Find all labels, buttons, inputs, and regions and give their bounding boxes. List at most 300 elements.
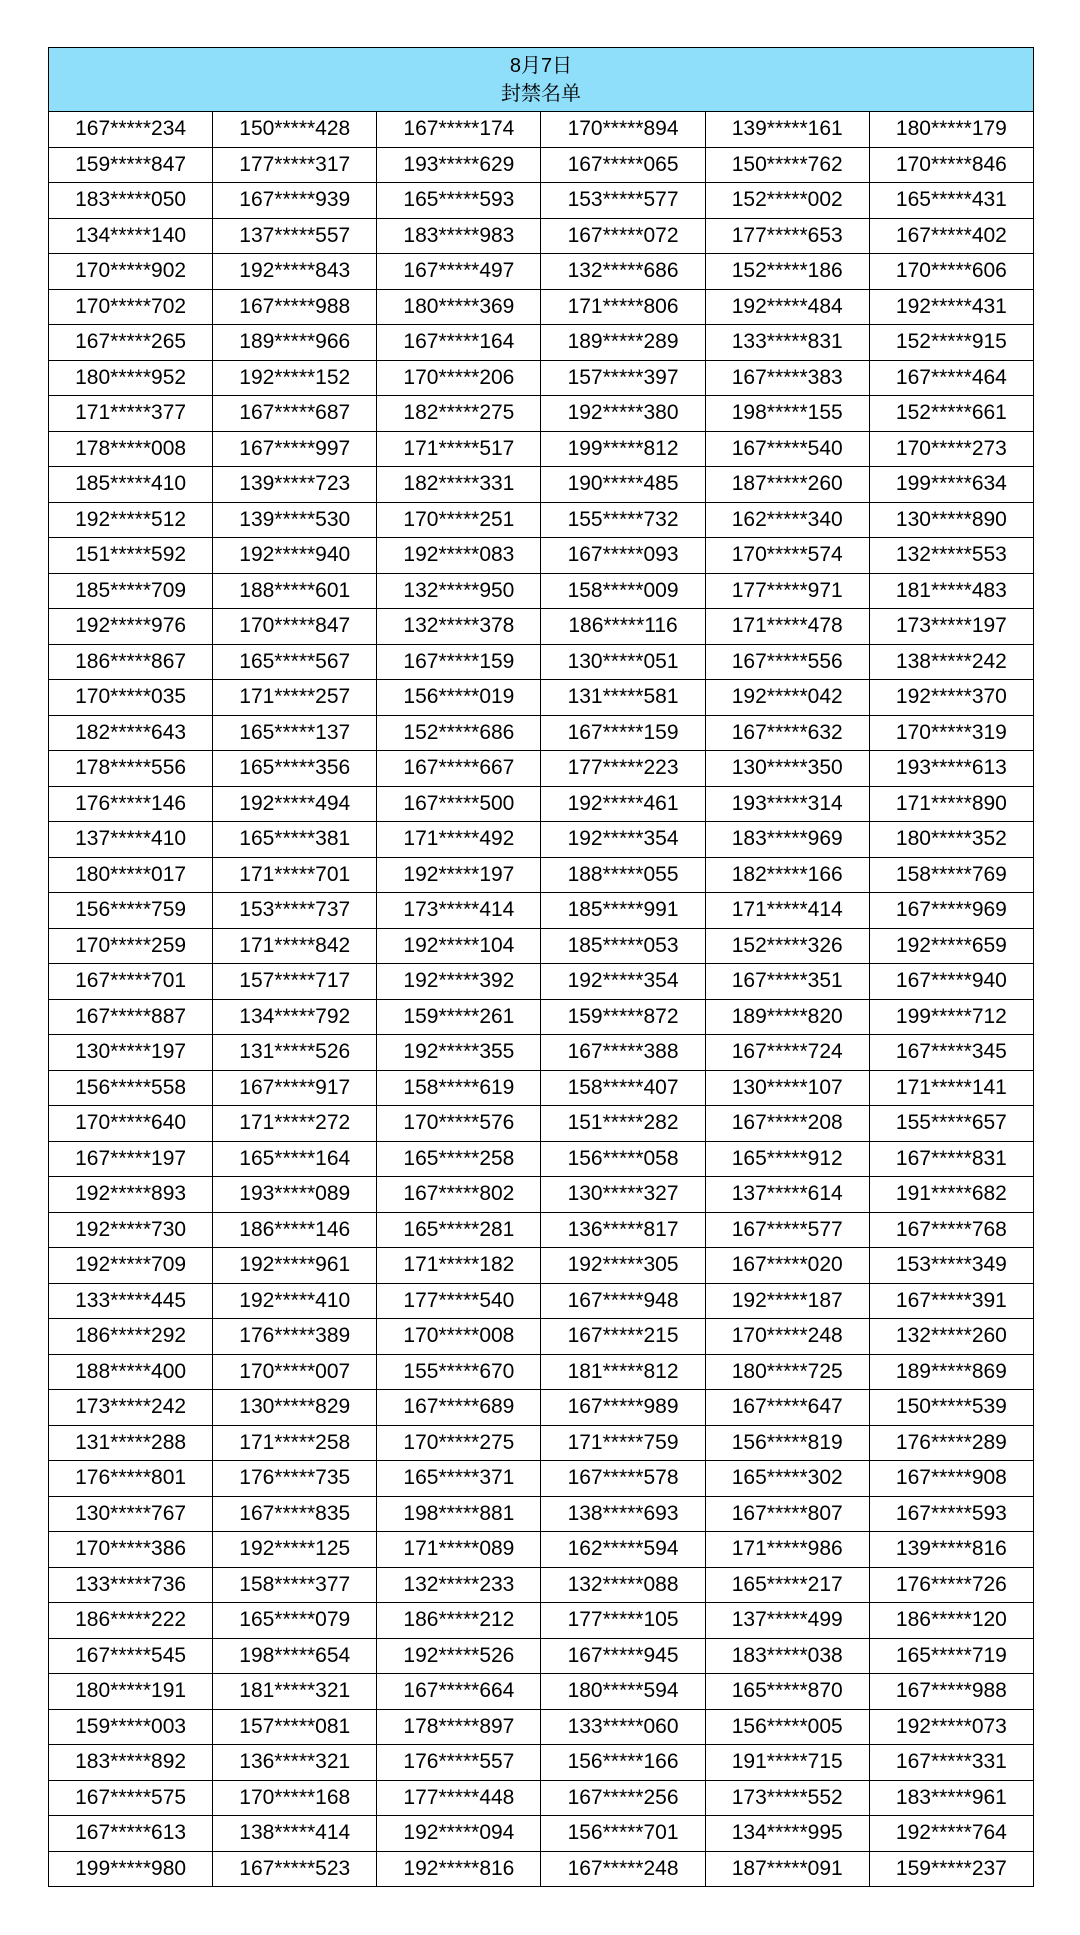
phone-cell: 170*****606 [869,254,1033,290]
phone-cell: 167*****632 [705,715,869,751]
phone-cell: 170*****008 [377,1319,541,1355]
table-row [49,1354,1034,1390]
phone-cell: 171*****414 [705,893,869,929]
table-row [49,218,1034,254]
phone-cell: 192*****354 [541,822,705,858]
phone-cell: 170*****275 [377,1425,541,1461]
phone-cell: 176*****146 [49,786,213,822]
phone-cell: 156*****558 [49,1070,213,1106]
phone-cell: 187*****091 [705,1851,869,1887]
phone-cell: 132*****553 [869,538,1033,574]
phone-cell: 181*****483 [869,573,1033,609]
phone-cell: 156*****701 [541,1816,705,1852]
phone-cell: 167*****578 [541,1461,705,1497]
table-row [49,1035,1034,1071]
phone-cell: 171*****806 [541,289,705,325]
phone-cell: 192*****042 [705,680,869,716]
phone-cell: 167*****945 [541,1638,705,1674]
phone-cell: 171*****377 [49,396,213,432]
phone-cell: 167*****159 [377,644,541,680]
table-row [49,1567,1034,1603]
table-row [49,680,1034,716]
phone-cell: 192*****526 [377,1638,541,1674]
phone-cell: 183*****969 [705,822,869,858]
phone-cell: 198*****155 [705,396,869,432]
phone-cell: 167*****351 [705,964,869,1000]
phone-cell: 167*****159 [541,715,705,751]
phone-cell: 186*****222 [49,1603,213,1639]
phone-cell: 180*****191 [49,1674,213,1710]
phone-cell: 192*****125 [213,1532,377,1568]
table-row [49,431,1034,467]
phone-cell: 165*****567 [213,644,377,680]
table-row [49,893,1034,929]
phone-cell: 132*****378 [377,609,541,645]
phone-cell: 137*****614 [705,1177,869,1213]
phone-cell: 185*****053 [541,928,705,964]
phone-cell: 176*****389 [213,1319,377,1355]
phone-cell: 170*****251 [377,502,541,538]
phone-cell: 158*****407 [541,1070,705,1106]
phone-cell: 188*****400 [49,1354,213,1390]
phone-cell: 167*****989 [541,1390,705,1426]
phone-cell: 170*****902 [49,254,213,290]
phone-cell: 180*****952 [49,360,213,396]
phone-cell: 167*****020 [705,1248,869,1284]
phone-cell: 183*****892 [49,1745,213,1781]
phone-cell: 177*****223 [541,751,705,787]
phone-cell: 192*****094 [377,1816,541,1852]
phone-cell: 139*****161 [705,112,869,148]
phone-cell: 183*****050 [49,183,213,219]
table-row [49,1532,1034,1568]
phone-cell: 171*****257 [213,680,377,716]
table-row [49,1141,1034,1177]
phone-cell: 152*****326 [705,928,869,964]
phone-cell: 167*****164 [377,325,541,361]
phone-cell: 176*****735 [213,1461,377,1497]
phone-cell: 133*****445 [49,1283,213,1319]
phone-cell: 167*****383 [705,360,869,396]
phone-cell: 183*****038 [705,1638,869,1674]
phone-cell: 171*****141 [869,1070,1033,1106]
phone-cell: 165*****719 [869,1638,1033,1674]
phone-cell: 167*****500 [377,786,541,822]
ban-list-table [48,111,1034,1887]
phone-cell: 170*****168 [213,1780,377,1816]
phone-cell: 189*****869 [869,1354,1033,1390]
phone-cell: 130*****829 [213,1390,377,1426]
sheet-header [48,47,1034,111]
phone-cell: 165*****217 [705,1567,869,1603]
phone-cell: 130*****327 [541,1177,705,1213]
phone-cell: 188*****601 [213,573,377,609]
phone-cell: 170*****035 [49,680,213,716]
phone-cell: 136*****321 [213,1745,377,1781]
phone-cell: 186*****146 [213,1212,377,1248]
phone-cell: 150*****428 [213,112,377,148]
table-row [49,1177,1034,1213]
phone-cell: 167*****331 [869,1745,1033,1781]
phone-cell: 136*****817 [541,1212,705,1248]
phone-cell: 192*****073 [869,1709,1033,1745]
phone-cell: 167*****345 [869,1035,1033,1071]
phone-cell: 180*****179 [869,112,1033,148]
phone-cell: 133*****060 [541,1709,705,1745]
table-row [49,1283,1034,1319]
phone-cell: 167*****540 [705,431,869,467]
phone-cell: 171*****182 [377,1248,541,1284]
phone-cell: 199*****812 [541,431,705,467]
phone-cell: 156*****005 [705,1709,869,1745]
phone-cell: 137*****557 [213,218,377,254]
header-title: 封禁名单 [501,82,581,105]
phone-cell: 191*****715 [705,1745,869,1781]
phone-cell: 165*****079 [213,1603,377,1639]
phone-cell: 173*****414 [377,893,541,929]
phone-cell: 192*****940 [213,538,377,574]
phone-cell: 139*****816 [869,1532,1033,1568]
phone-cell: 167*****701 [49,964,213,1000]
phone-cell: 173*****552 [705,1780,869,1816]
phone-cell: 180*****017 [49,857,213,893]
table-row [49,1319,1034,1355]
phone-cell: 176*****557 [377,1745,541,1781]
phone-cell: 171*****258 [213,1425,377,1461]
table-row [49,112,1034,148]
phone-cell: 193*****629 [377,147,541,183]
phone-cell: 156*****759 [49,893,213,929]
phone-cell: 171*****701 [213,857,377,893]
phone-cell: 132*****233 [377,1567,541,1603]
phone-cell: 176*****289 [869,1425,1033,1461]
table-row [49,715,1034,751]
phone-cell: 170*****702 [49,289,213,325]
phone-cell: 167*****997 [213,431,377,467]
phone-cell: 192*****355 [377,1035,541,1071]
phone-cell: 138*****242 [869,644,1033,680]
phone-cell: 167*****545 [49,1638,213,1674]
phone-cell: 167*****613 [49,1816,213,1852]
table-row [49,360,1034,396]
phone-cell: 130*****767 [49,1496,213,1532]
phone-cell: 167*****664 [377,1674,541,1710]
phone-cell: 157*****717 [213,964,377,1000]
phone-cell: 130*****107 [705,1070,869,1106]
phone-cell: 185*****410 [49,467,213,503]
phone-cell: 192*****152 [213,360,377,396]
phone-cell: 156*****019 [377,680,541,716]
phone-cell: 167*****575 [49,1780,213,1816]
table-row [49,644,1034,680]
phone-cell: 171*****089 [377,1532,541,1568]
table-row [49,396,1034,432]
table-row [49,857,1034,893]
phone-cell: 131*****288 [49,1425,213,1461]
phone-cell: 167*****265 [49,325,213,361]
phone-cell: 182*****166 [705,857,869,893]
phone-cell: 159*****872 [541,999,705,1035]
table-row [49,1106,1034,1142]
phone-cell: 167*****887 [49,999,213,1035]
phone-cell: 182*****275 [377,396,541,432]
phone-cell: 189*****966 [213,325,377,361]
phone-cell: 170*****386 [49,1532,213,1568]
phone-cell: 180*****352 [869,822,1033,858]
phone-cell: 170*****273 [869,431,1033,467]
phone-cell: 193*****089 [213,1177,377,1213]
phone-cell: 158*****377 [213,1567,377,1603]
phone-cell: 156*****819 [705,1425,869,1461]
phone-cell: 177*****448 [377,1780,541,1816]
phone-cell: 151*****592 [49,538,213,574]
phone-cell: 185*****991 [541,893,705,929]
phone-cell: 192*****370 [869,680,1033,716]
phone-cell: 199*****712 [869,999,1033,1035]
phone-cell: 178*****556 [49,751,213,787]
table-row [49,183,1034,219]
phone-cell: 152*****002 [705,183,869,219]
phone-cell: 177*****317 [213,147,377,183]
phone-cell: 132*****260 [869,1319,1033,1355]
table-row [49,786,1034,822]
table-row [49,325,1034,361]
phone-cell: 192*****380 [541,396,705,432]
phone-cell: 159*****237 [869,1851,1033,1887]
table-row [49,1425,1034,1461]
ban-list-sheet [48,47,1034,1887]
phone-cell: 130*****051 [541,644,705,680]
table-row [49,254,1034,290]
phone-cell: 167*****248 [541,1851,705,1887]
phone-cell: 192*****197 [377,857,541,893]
table-row [49,1816,1034,1852]
table-row [49,1780,1034,1816]
phone-cell: 137*****410 [49,822,213,858]
phone-cell: 167*****093 [541,538,705,574]
phone-cell: 170*****248 [705,1319,869,1355]
phone-cell: 157*****081 [213,1709,377,1745]
phone-cell: 132*****686 [541,254,705,290]
phone-cell: 133*****736 [49,1567,213,1603]
table-row [49,289,1034,325]
phone-cell: 158*****619 [377,1070,541,1106]
phone-cell: 176*****801 [49,1461,213,1497]
phone-cell: 167*****724 [705,1035,869,1071]
phone-cell: 192*****392 [377,964,541,1000]
phone-cell: 167*****807 [705,1496,869,1532]
phone-cell: 192*****083 [377,538,541,574]
phone-cell: 165*****912 [705,1141,869,1177]
phone-cell: 170*****847 [213,609,377,645]
table-row [49,538,1034,574]
table-row [49,1212,1034,1248]
phone-cell: 138*****414 [213,1816,377,1852]
phone-cell: 199*****634 [869,467,1033,503]
phone-cell: 192*****961 [213,1248,377,1284]
phone-cell: 159*****847 [49,147,213,183]
phone-cell: 167*****593 [869,1496,1033,1532]
phone-cell: 170*****259 [49,928,213,964]
phone-cell: 167*****197 [49,1141,213,1177]
phone-cell: 192*****512 [49,502,213,538]
phone-cell: 192*****494 [213,786,377,822]
phone-cell: 167*****464 [869,360,1033,396]
phone-cell: 170*****319 [869,715,1033,751]
phone-cell: 138*****693 [541,1496,705,1532]
table-row [49,1248,1034,1284]
phone-cell: 130*****197 [49,1035,213,1071]
table-row [49,1638,1034,1674]
phone-cell: 167*****908 [869,1461,1033,1497]
phone-cell: 167*****831 [869,1141,1033,1177]
phone-cell: 150*****539 [869,1390,1033,1426]
table-row [49,573,1034,609]
phone-cell: 192*****484 [705,289,869,325]
phone-cell: 167*****556 [705,644,869,680]
phone-cell: 192*****843 [213,254,377,290]
phone-cell: 192*****104 [377,928,541,964]
phone-cell: 170*****846 [869,147,1033,183]
phone-cell: 165*****137 [213,715,377,751]
phone-cell: 167*****939 [213,183,377,219]
phone-cell: 167*****940 [869,964,1033,1000]
phone-cell: 153*****577 [541,183,705,219]
phone-cell: 165*****258 [377,1141,541,1177]
table-row [49,1496,1034,1532]
phone-cell: 165*****431 [869,183,1033,219]
table-row [49,1390,1034,1426]
phone-cell: 192*****709 [49,1248,213,1284]
phone-cell: 186*****212 [377,1603,541,1639]
phone-cell: 139*****723 [213,467,377,503]
phone-cell: 155*****657 [869,1106,1033,1142]
phone-cell: 170*****894 [541,112,705,148]
phone-cell: 155*****670 [377,1354,541,1390]
phone-cell: 167*****689 [377,1390,541,1426]
phone-cell: 159*****003 [49,1709,213,1745]
phone-cell: 153*****349 [869,1248,1033,1284]
phone-cell: 180*****594 [541,1674,705,1710]
phone-cell: 181*****812 [541,1354,705,1390]
phone-cell: 165*****593 [377,183,541,219]
phone-cell: 181*****321 [213,1674,377,1710]
phone-cell: 187*****260 [705,467,869,503]
phone-cell: 173*****197 [869,609,1033,645]
phone-cell: 131*****581 [541,680,705,716]
phone-cell: 133*****831 [705,325,869,361]
phone-cell: 173*****242 [49,1390,213,1426]
phone-cell: 182*****643 [49,715,213,751]
phone-cell: 192*****354 [541,964,705,1000]
phone-cell: 192*****431 [869,289,1033,325]
phone-cell: 183*****961 [869,1780,1033,1816]
phone-cell: 162*****340 [705,502,869,538]
table-row [49,467,1034,503]
phone-cell: 170*****206 [377,360,541,396]
phone-cell: 167*****969 [869,893,1033,929]
phone-cell: 178*****008 [49,431,213,467]
phone-cell: 167*****647 [705,1390,869,1426]
phone-cell: 178*****897 [377,1709,541,1745]
phone-cell: 192*****410 [213,1283,377,1319]
phone-cell: 152*****186 [705,254,869,290]
phone-cell: 134*****792 [213,999,377,1035]
phone-cell: 155*****732 [541,502,705,538]
table-row [49,1745,1034,1781]
table-row [49,1674,1034,1710]
phone-cell: 167*****072 [541,218,705,254]
phone-cell: 165*****356 [213,751,377,787]
phone-cell: 165*****281 [377,1212,541,1248]
phone-cell: 167*****065 [541,147,705,183]
phone-cell: 189*****820 [705,999,869,1035]
phone-cell: 167*****948 [541,1283,705,1319]
phone-cell: 192*****816 [377,1851,541,1887]
phone-cell: 139*****530 [213,502,377,538]
phone-cell: 167*****687 [213,396,377,432]
table-body [49,112,1034,1887]
phone-cell: 165*****870 [705,1674,869,1710]
phone-cell: 186*****867 [49,644,213,680]
phone-cell: 167*****256 [541,1780,705,1816]
phone-cell: 167*****917 [213,1070,377,1106]
phone-cell: 183*****983 [377,218,541,254]
phone-cell: 189*****289 [541,325,705,361]
phone-cell: 171*****492 [377,822,541,858]
phone-cell: 170*****574 [705,538,869,574]
phone-cell: 132*****950 [377,573,541,609]
phone-cell: 177*****653 [705,218,869,254]
phone-cell: 193*****613 [869,751,1033,787]
phone-cell: 171*****759 [541,1425,705,1461]
phone-cell: 167*****208 [705,1106,869,1142]
phone-cell: 192*****187 [705,1283,869,1319]
table-row [49,751,1034,787]
phone-cell: 158*****769 [869,857,1033,893]
phone-cell: 176*****726 [869,1567,1033,1603]
phone-cell: 134*****140 [49,218,213,254]
phone-cell: 159*****261 [377,999,541,1035]
phone-cell: 167*****215 [541,1319,705,1355]
phone-cell: 190*****485 [541,467,705,503]
phone-cell: 167*****835 [213,1496,377,1532]
phone-cell: 170*****576 [377,1106,541,1142]
phone-cell: 156*****166 [541,1745,705,1781]
phone-cell: 170*****640 [49,1106,213,1142]
table-row [49,1603,1034,1639]
phone-cell: 177*****540 [377,1283,541,1319]
phone-cell: 171*****842 [213,928,377,964]
phone-cell: 130*****350 [705,751,869,787]
phone-cell: 167*****988 [869,1674,1033,1710]
phone-cell: 192*****976 [49,609,213,645]
table-row [49,1070,1034,1106]
table-row [49,1709,1034,1745]
phone-cell: 167*****497 [377,254,541,290]
phone-cell: 188*****055 [541,857,705,893]
header-date: 8月7日 [509,54,573,77]
phone-cell: 180*****725 [705,1354,869,1390]
phone-cell: 167*****523 [213,1851,377,1887]
phone-cell: 152*****915 [869,325,1033,361]
table-row [49,999,1034,1035]
phone-cell: 192*****305 [541,1248,705,1284]
phone-cell: 171*****986 [705,1532,869,1568]
phone-cell: 158*****009 [541,573,705,609]
phone-cell: 171*****517 [377,431,541,467]
phone-cell: 131*****526 [213,1035,377,1071]
